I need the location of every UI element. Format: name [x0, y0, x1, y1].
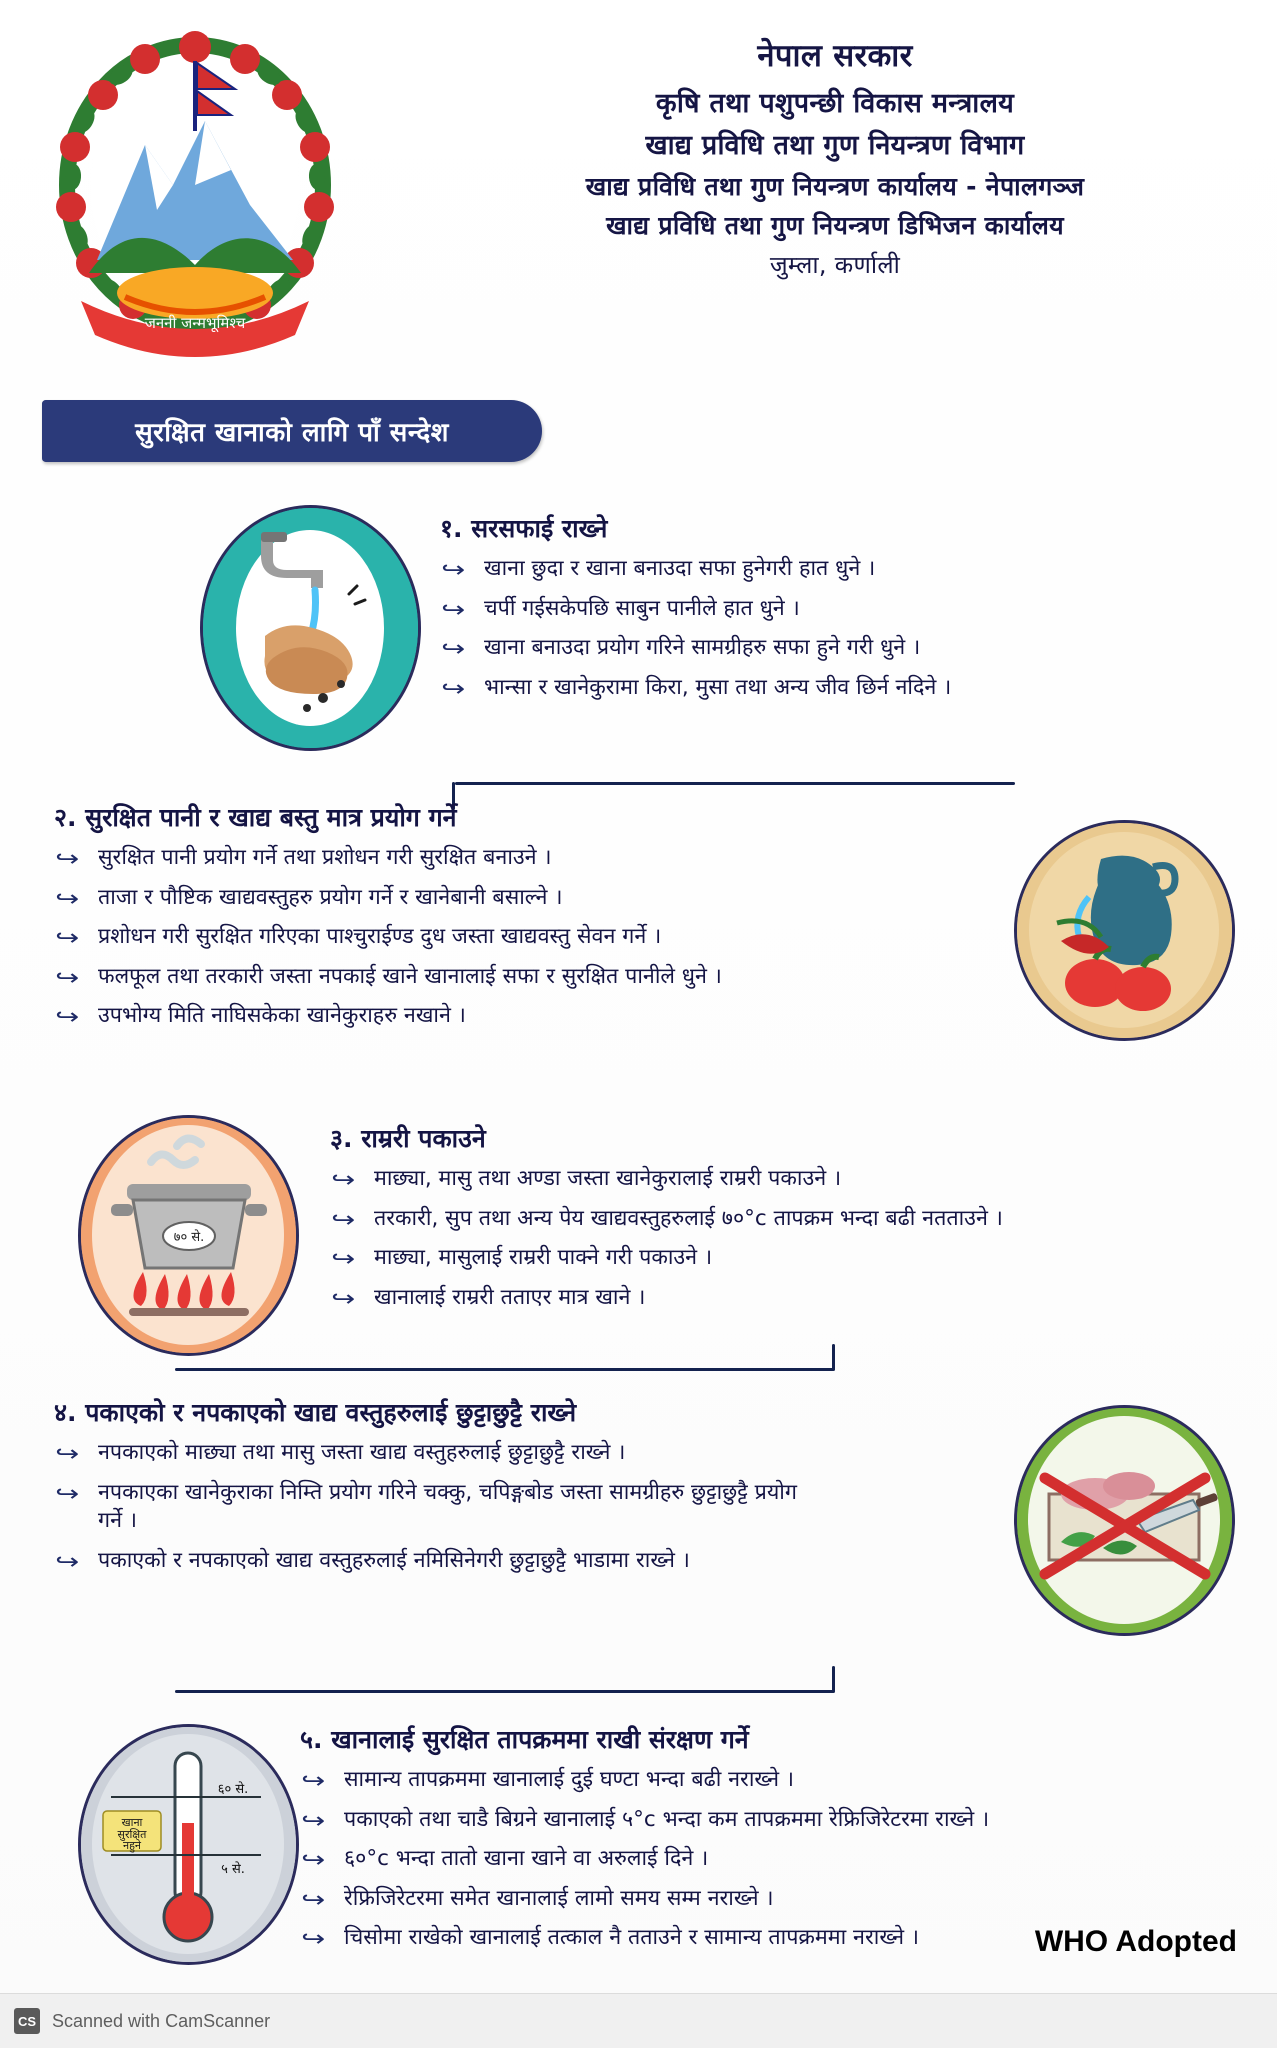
list-item — [54, 1002, 974, 1031]
arrow-icon: ↪ — [55, 1481, 80, 1507]
gov-line-6: जुम्ला, कर्णाली — [769, 250, 901, 279]
section-divider-2-cap — [832, 1344, 835, 1370]
camscanner-logo-icon: CS — [14, 2008, 40, 2034]
who-adopted-label: WHO Adopted — [1034, 1925, 1237, 1958]
bullet-text: चिसोमा राखेको खानालाई तत्काल नै तताउने र सामान्य तापक्रममा नराख्ने । — [344, 1925, 919, 1951]
list-item — [54, 963, 974, 992]
nepal-government-emblem-icon — [45, 25, 345, 370]
section-1-title: १. सरसफाई राख्ने — [440, 514, 608, 543]
list-item — [330, 1205, 1250, 1234]
svg-text:५ से.: ५ से. — [221, 1862, 245, 1877]
list-item — [330, 1244, 1250, 1273]
bullet-text: प्रशोधन गरी सुरक्षित गरिएका पाश्चुराईण्ड दुध जस्ता खाद्यवस्तु सेवन गर्ने । — [98, 924, 662, 950]
list-item — [54, 1479, 798, 1536]
gov-line-4: खाद्य प्रविधि तथा गुण नियन्त्रण कार्यालय - नेपालगञ्ज — [585, 171, 1085, 201]
list-item — [54, 923, 974, 952]
list-item — [54, 1439, 984, 1468]
list-item — [300, 1885, 1250, 1914]
bullet-text: पकाएको र नपकाएको खाद्य वस्तुहरुलाई नमिसिनेगरी छुट्टाछुट्टै भाडामा राख्ने । — [98, 1547, 690, 1573]
arrow-icon: ↪ — [55, 926, 80, 952]
section-divider-3 — [175, 1690, 835, 1693]
gov-line-3: खाद्य प्रविधि तथा गुण नियन्त्रण विभाग — [645, 129, 1025, 161]
list-item — [54, 1547, 984, 1576]
cooking-pot-illustration-icon — [78, 1115, 299, 1356]
banner-label: सुरक्षित खानाको लागि पाँ सन्देश — [135, 418, 449, 448]
arrow-icon: ↪ — [301, 1927, 326, 1953]
poster-header — [0, 0, 1277, 400]
camscanner-text: Scanned with CamScanner — [52, 2010, 271, 2031]
list-item — [440, 674, 1240, 703]
bullet-text: माछ्या, मासुलाई राम्ररी पाक्ने गरी पकाउने । — [374, 1245, 713, 1271]
bullet-text: सुरक्षित पानी प्रयोग गर्ने तथा प्रशोधन गरी सुरक्षित बनाउने । — [98, 845, 552, 870]
bullet-text: खानालाई राम्ररी तताएर मात्र खाने । — [374, 1284, 646, 1310]
arrow-icon: ↪ — [331, 1286, 356, 1312]
list-item — [300, 1845, 1250, 1874]
arrow-icon: ↪ — [55, 1549, 80, 1575]
bullet-text: उपभोग्य मिति नाघिसकेका खानेकुराहरु नखाने । — [98, 1003, 466, 1029]
arrow-icon: ↪ — [55, 965, 80, 991]
list-item — [54, 844, 974, 873]
svg-text:खाना: खाना — [121, 1816, 143, 1829]
camscanner-footer — [0, 1993, 1277, 2048]
poster-banner — [42, 400, 542, 462]
arrow-icon: ↪ — [55, 847, 80, 872]
svg-text:६० से.: ६० से. — [217, 1782, 249, 1797]
bullet-text: सामान्य तापक्रममा खानालाई दुई घण्टा भन्दा बढी नराख्ने । — [344, 1767, 795, 1792]
gov-line-2: कृषि तथा पशुपन्छी विकास मन्त्रालय — [655, 87, 1015, 119]
section-3-bullets — [330, 1165, 1250, 1312]
list-item — [54, 884, 974, 913]
list-item — [440, 555, 1240, 584]
gov-line-1: नेपाल सरकार — [757, 38, 913, 74]
list-item — [300, 1766, 1250, 1795]
list-item — [330, 1165, 1250, 1194]
pot-temperature-label: ७० से. — [173, 1230, 205, 1245]
arrow-icon: ↪ — [55, 1005, 80, 1031]
bullet-text: भान्सा र खानेकुरामा किरा, मुसा तथा अन्य जीव छिर्न नदिने । — [484, 674, 952, 700]
safe-water-and-vegetables-illustration-icon — [1014, 820, 1235, 1041]
separate-raw-cooked-crossed-illustration-icon — [1014, 1405, 1235, 1636]
list-item — [300, 1806, 1250, 1835]
arrow-icon: ↪ — [301, 1887, 326, 1913]
gov-line-5: खाद्य प्रविधि तथा गुण नियन्त्रण डिभिजन कार्यालय — [606, 211, 1064, 241]
bullet-text: फलफूल तथा तरकारी जस्ता नपकाई खाने खानालाई सफा र सुरक्षित पानीले धुने । — [98, 963, 722, 989]
section-divider-1 — [455, 782, 1015, 785]
bullet-text: खाना छुदा र खाना बनाउदा सफा हुनेगरी हात धुने । — [484, 556, 876, 581]
bullet-text: चर्पी गईसकेपछि साबुन पानीले हात धुने । — [484, 595, 800, 621]
section-2-bullets — [54, 844, 974, 1031]
arrow-icon: ↪ — [441, 597, 466, 623]
arrow-icon: ↪ — [441, 676, 466, 702]
arrow-icon: ↪ — [331, 1168, 356, 1193]
arrow-icon: ↪ — [301, 1848, 326, 1874]
list-item — [330, 1284, 1250, 1313]
section-2-title: २. सुरक्षित पानी र खाद्य बस्तु मात्र प्रयोग गर्ने — [54, 803, 457, 832]
bullet-text: ताजा र पौष्टिक खाद्यवस्तुहरु प्रयोग गर्ने र खानेबानी बसाल्ने । — [98, 884, 563, 910]
arrow-icon: ↪ — [441, 637, 466, 663]
section-4-title: ४. पकाएको र नपकाएको खाद्य वस्तुहरुलाई छुट्टाछुट्टै राख्ने — [54, 1398, 577, 1427]
section-5-title: ५. खानालाई सुरक्षित तापक्रममा राखी संरक्षण गर्ने — [300, 1725, 749, 1754]
arrow-icon: ↪ — [441, 558, 466, 583]
handwashing-illustration-icon — [200, 505, 421, 751]
section-divider-3-cap — [832, 1666, 835, 1692]
svg-text:सुरक्षित: सुरक्षित — [117, 1828, 147, 1841]
svg-text:जननी जन्मभूमिश्च: जननी जन्मभूमिश्च — [144, 314, 246, 332]
bullet-text: पकाएको तथा चाडै बिग्रने खानालाई ५°c भन्दा कम तापक्रममा रेफ्रिजिरेटरमा राख्ने । — [344, 1806, 990, 1832]
section-1-bullets — [440, 555, 1240, 702]
bullet-text: खाना बनाउदा प्रयोग गरिने सामग्रीहरु सफा हुने गरी धुने । — [484, 635, 921, 661]
bullet-text: माछ्या, मासु तथा अण्डा जस्ता खानेकुरालाई राम्ररी पकाउने । — [374, 1166, 842, 1191]
arrow-icon: ↪ — [331, 1247, 356, 1273]
thermometer-illustration-icon — [78, 1724, 299, 1965]
arrow-icon: ↪ — [301, 1808, 326, 1834]
arrow-icon: ↪ — [301, 1769, 326, 1794]
arrow-icon: ↪ — [55, 886, 80, 912]
arrow-icon: ↪ — [331, 1207, 356, 1233]
list-item — [440, 634, 1240, 663]
bullet-text: ६०°c भन्दा तातो खाना खाने वा अरुलाई दिने । — [344, 1846, 709, 1872]
list-item — [440, 595, 1240, 624]
section-3-title: ३. राम्ररी पकाउने — [330, 1124, 486, 1153]
section-4-bullets — [54, 1439, 984, 1575]
bullet-text: नपकाएका खानेकुराका निम्ति प्रयोग गरिने चक्कु, चपिङ्गबोड जस्ता सामग्रीहरु छुट्टाछुट्टै प्रयोग गर्ने । — [98, 1479, 797, 1534]
svg-text:नहुने: नहुने — [122, 1839, 142, 1852]
section-divider-2 — [175, 1368, 835, 1371]
bullet-text: रेफ्रिजिरेटरमा समेत खानालाई लामो समय सम्म नराख्ने । — [344, 1885, 774, 1911]
bullet-text: तरकारी, सुप तथा अन्य पेय खाद्यवस्तुहरुलाई ७०°c तापक्रम भन्दा बढी नतताउने । — [374, 1205, 1003, 1231]
bullet-text: नपकाएको माछ्या तथा मासु जस्ता खाद्य वस्तुहरुलाई छुट्टाछुट्टै राख्ने । — [98, 1440, 626, 1465]
arrow-icon: ↪ — [55, 1442, 80, 1467]
government-title-block — [420, 38, 1250, 280]
